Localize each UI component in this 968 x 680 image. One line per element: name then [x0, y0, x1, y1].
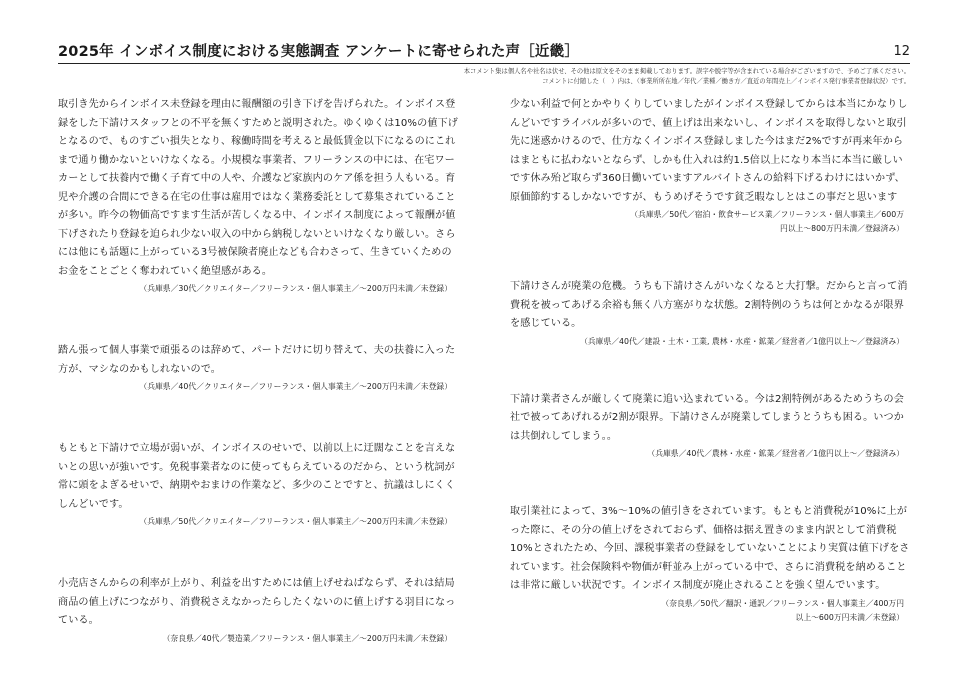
comment-attribution: （兵庫県／50代／宿泊・飲食サービス業／フリーランス・個人事業主／600万円以上〜800万円未満／登録済み） — [630, 210, 904, 233]
comment-text: 下請けさんが廃業の危機。うちも下請けさんがいなくなると大打撃。だからと言って消費税を被ってあげる余裕も無く八方塞がりな状態。2割特例のうちは何とかなるが限界を感じている。 — [510, 281, 908, 329]
comment-attribution: （兵庫県／40代／建設・土木・工業, 農林・水産・鉱業／経営者／1億円以上〜／登録済み） — [580, 336, 904, 346]
comment-attribution: （兵庫県／30代／クリエイター／フリーランス・個人事業主／〜200万円未満／未登録） — [139, 284, 452, 293]
comment-text: 少ない利益で何とかやりくりしていましたがインボイス登録してからは本当にかなりしんどいですライバルが多いので、値上げは出来ないし、インボイスを取得しないと取引先に迷惑かけるので、仕方なくインボイス登録しました今はまだ2%ですが再来年からはまともに払わないとならず、しかも仕入れは約1.5倍以上になり本当に本当に厳しいです休み殆ど取らず360日働いていますアルバイトさんの給料下げるわけにはいかず、原価節約するしかないですが、もうめげそうです貧乏暇なしとはこの事だと思います — [510, 99, 908, 203]
comment-attribution: （兵庫県／40代／農林・水産・鉱業／経営者／1億円以上〜／登録済み） — [647, 449, 904, 458]
comment-attribution: （兵庫県／40代／クリエイター／フリーランス・個人事業主／〜200万円未満／未登録） — [139, 382, 452, 391]
comment-block — [58, 440, 460, 529]
comment-text: 下請け業者さんが厳しくて廃業に追い込まれている。今は2割特例があるためうちの会社で被ってあげれるが2割が限界。下請けさんが廃業してしまうとうちも困る。いつかは共倒れしてしまう。。 — [510, 393, 904, 442]
page-title: 2025年 インボイス制度における実態調査 アンケートに寄せられた声［近畿］ — [58, 44, 580, 60]
header-notes — [464, 67, 910, 87]
left-column — [58, 96, 460, 646]
comment-block — [510, 391, 912, 462]
comment-block — [510, 503, 912, 625]
comment-block — [58, 342, 460, 394]
comment-attribution: （奈良県／40代／製造業／フリーランス・個人事業主／〜200万円未満／未登録） — [162, 633, 452, 643]
comment-attribution: （奈良県／50代／翻訳・通訳／フリーランス・個人事業主／400万円以上〜600万円未満／未登録） — [661, 598, 904, 622]
header-rule — [58, 63, 910, 64]
comment-text: 取引き先からインボイス未登録を理由に報酬額の引き下げを告げられた。インボイス登録をした下請けスタッフとの不平を無くすためと説明された。ゆくゆくは10%の値下げとなるので、ものすごい損失となり、稼働時間を考えると最低賃金以下になるのにこれまで通り働かないといけなくなる。小規模な事業者、フリーランスの中には、在宅ワーカーとして扶養内で働く子育て中の人や、介護など家族内のケア係を担う人もいる。育児や介護の合間にできる在宅の仕事は雇用ではなく業務委託として募集されていることが多い。昨今の物価高ですます生活が苦しくなる中、インボイス制度によって報酬が値下げされたり登録を迫られ少ない収入の中から納税しないといけなくなり厳しい。さらには他にも話題に上がっている3号被保険者廃止なども合わさって、生きていくためのお金をことごとく奪われていく絶望感がある。 — [58, 99, 458, 277]
comment-text: 小売店さんからの利率が上がり、利益を出すためには値上げせねばならず、それは結局商品の値上げにつながり、消費税さえなかったらしたくないのに値上げする羽目になっている。 — [58, 578, 456, 626]
comment-block — [510, 278, 912, 349]
comment-attribution: （兵庫県／50代／クリエイター／フリーランス・個人事業主／〜200万円未満／未登録） — [139, 517, 452, 526]
comment-block — [58, 575, 460, 646]
comment-text: 取引業社によって、3%〜10%の値引きをされています。もともと消費税が10%に上がった際に、その分の値上げをされておらず、価格は据え置きのまま内訳として消費税10%とされたため、今回、課税事業者の登録をしていないことにより実質は値下げをされています。社会保険料や物価が軒並み上がっている中で、さらに消費税を納めることは非常に厳しい状況です。インボイス制度が廃止されることを強く望んでいます。 — [510, 506, 910, 591]
comment-block — [58, 96, 460, 296]
comment-text: もともと下請けで立場が弱いが、インボイスのせいで、以前以上に迂闊なことを言えないとの思いが強いです。免税事業者なのに使ってもらえているのだから、という枕詞が常に頭をよぎるせいで、納期やおまけの作業など、多少のことですと、抗議はしにくくしんどいです。 — [58, 443, 456, 510]
note-line-1: 本コメント集は個人名や社名は伏せ、その他は原文をそのまま掲載しております。誤字や脱字等が含まれている場合がございますので、予めご了承ください。 — [463, 68, 910, 75]
note-line-2: コメントに付随した（ ）内は、（事業所所在地／年代／業種／働き方／直近の年間売上／インボイス発行事業者登録状況）です。 — [542, 78, 910, 85]
right-column — [510, 96, 912, 625]
comment-text: 踏ん張って個人事業で頑張るのは辞めて、パートだけに切り替えて、夫の扶養に入った方が、マシなのかもしれないので。 — [58, 345, 456, 375]
page-number: 12 — [893, 44, 910, 59]
comment-block — [510, 96, 912, 236]
